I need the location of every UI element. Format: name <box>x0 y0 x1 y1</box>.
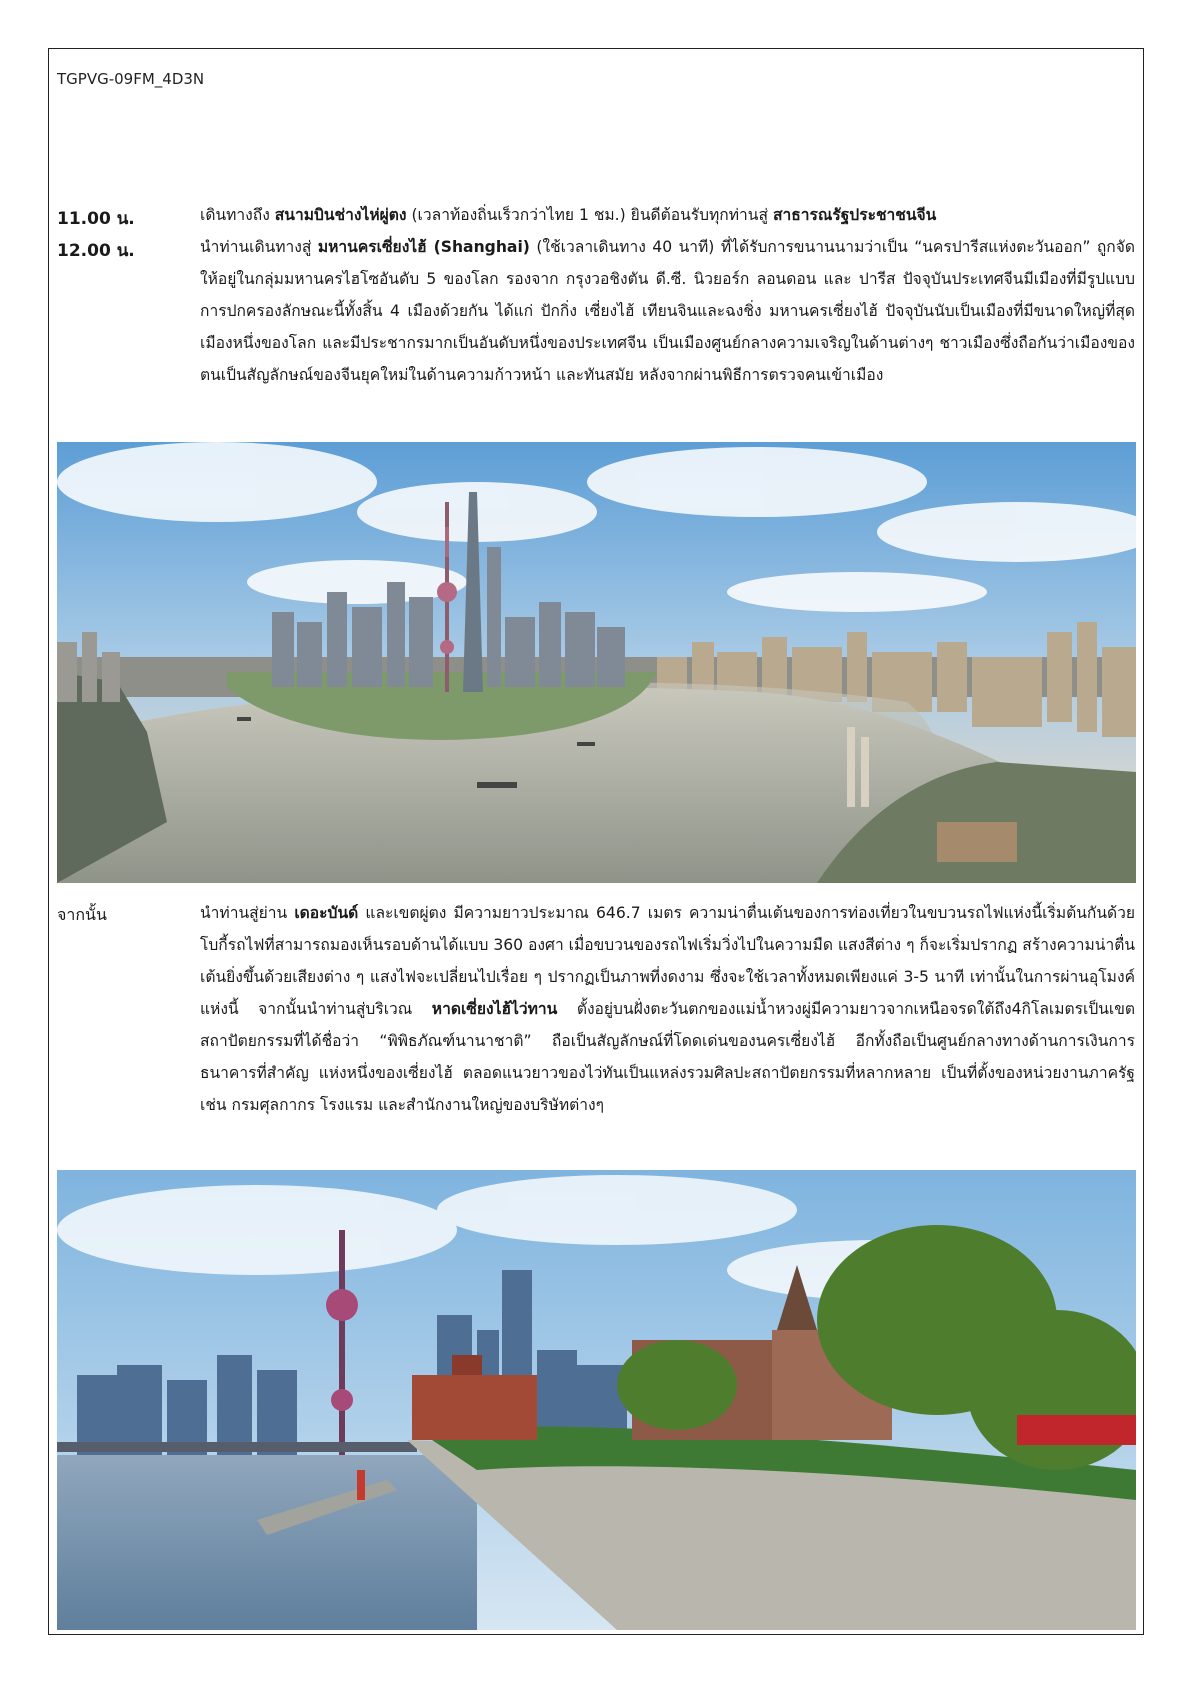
bund-view-photo <box>57 1170 1136 1630</box>
country-name: สาธารณรัฐประชาชนจีน <box>772 206 937 224</box>
city-name: มหานครเซี่ยงไฮ้ (Shanghai) <box>317 238 530 256</box>
text-run: (เวลาท้องถิ่นเร็วกว่าไทย 1 ชม.) ยินดีต้อนรับทุกท่านสู่ <box>406 206 773 224</box>
text-run: และเขตผู่ตง มีความยาวประมาณ 646.7 เมตร ความน่าตื่นเต้นของการท่องเที่ยวในขบวนรถไฟแห่งนี้เริ่มต้นกันด้วย โบกี้รถไฟที่สามารถมองเห็นรอบด้านได้แบบ 360 องศา เมื่อขบวนของรถไฟเริ่มวิ่งไปในความมืด แสงสีต่าง ๆ ก็จะเริ่มปรากฏ สร้างความน่าตื่นเต้นยิ่งขึ้นด้วยเสียงต่าง ๆ แสงไฟจะเปลี่ยนไปเรื่อย ๆ ปรากฏเป็นภาพที่งดงาม ซึ่งจะใช้เวลาทั้งหมดเพียงแค่ 3-5 นาที เท่านั้นในการผ่านอุโมงค์แห่งนี้ จากนั้นนำท่านสู่บริเวณ <box>200 904 1136 1018</box>
itinerary-description <box>200 897 1135 1121</box>
text-run: ตั้งอยู่บนฝั่งตะวันตกของแม่น้ำหวงผู่มีความยาวจากเหนือจรดใต้ถึง4กิโลเมตรเป็นเขตสถาปัตยกรรมที่ได้ชื่อว่า “พิพิธภัณฑ์นานาชาติ” ถือเป็นสัญลักษณ์ที่โดดเด่นของนครเซี่ยงไฮ้ อีกทั้งถือเป็นศูนย์กลางทางด้านการเงินการธนาคารที่สำคัญ แห่งหนึ่งของเซี่ยงไฮ้ ตลอดแนวยาวของไว่ทันเป็นแหล่งรวมศิลปะสถาปัตยกรรมที่หลากหลาย เป็นที่ตั้งของหน่วยงานภาครัฐ เช่น กรมศุลกากร โรงแรม และสำนักงานใหญ่ของบริษัทต่างๆ <box>200 1000 1135 1114</box>
itinerary-description <box>200 199 1135 231</box>
text-run: นำท่านสู่ย่าน <box>200 904 295 922</box>
itinerary-description <box>200 231 1135 391</box>
shanghai-skyline-photo <box>57 442 1136 883</box>
time-label: 11.00 น. <box>57 209 135 229</box>
text-run: เดินทางถึง <box>200 206 275 224</box>
text-run: นำท่านเดินทางสู่ <box>200 238 318 256</box>
place-name-waitan: หาดเซี่ยงไฮ้ไว่ทาน <box>431 1000 558 1018</box>
time-label: จากนั้น <box>57 905 107 924</box>
place-name-bund: เดอะบันด์ <box>294 904 359 922</box>
airport-name: สนามบินช่างไห่ผู่ตง <box>274 206 407 224</box>
text-run: (ใช้เวลาเดินทาง 40 นาที) ที่ได้รับการขนานนามว่าเป็น “นครปารีสแห่งตะวันออก” ถูกจัดให้อยู่ในกลุ่มมหานครไฮโซอันดับ 5 ของโลก รองจาก กรุงวอชิงตัน ดี.ซี. นิวยอร์ก ลอนดอน และ ปารีส ปัจจุบันประเทศจีนมีเมืองที่มีรูปแบบการปกครองลักษณะนี้ทั้งสิ้น 4 เมืองด้วยกัน ได้แก่ ปักกิ่ง เซี่ยงไฮ้ เทียนจินและฉงชิ่ง มหานครเซี่ยงไฮ้ ปัจจุบันนับเป็นเมืองที่มีขนาดใหญ่ที่สุดเมืองหนึ่งของโลก และมีประชากรมากเป็นอันดับหนึ่งของประเทศจีน เป็นเมืองศูนย์กลางความเจริญในด้านต่างๆ ชาวเมืองซึ่งถือกันว่าเมืองของตนเป็นสัญลักษณ์ของจีนยุคใหม่ในด้านความก้าวหน้า และทันสมัย หลังจากผ่านพิธีการตรวจคนเข้าเมือง <box>200 238 1136 384</box>
document-code: TGPVG-09FM_4D3N <box>57 70 205 88</box>
time-label: 12.00 น. <box>57 241 135 261</box>
